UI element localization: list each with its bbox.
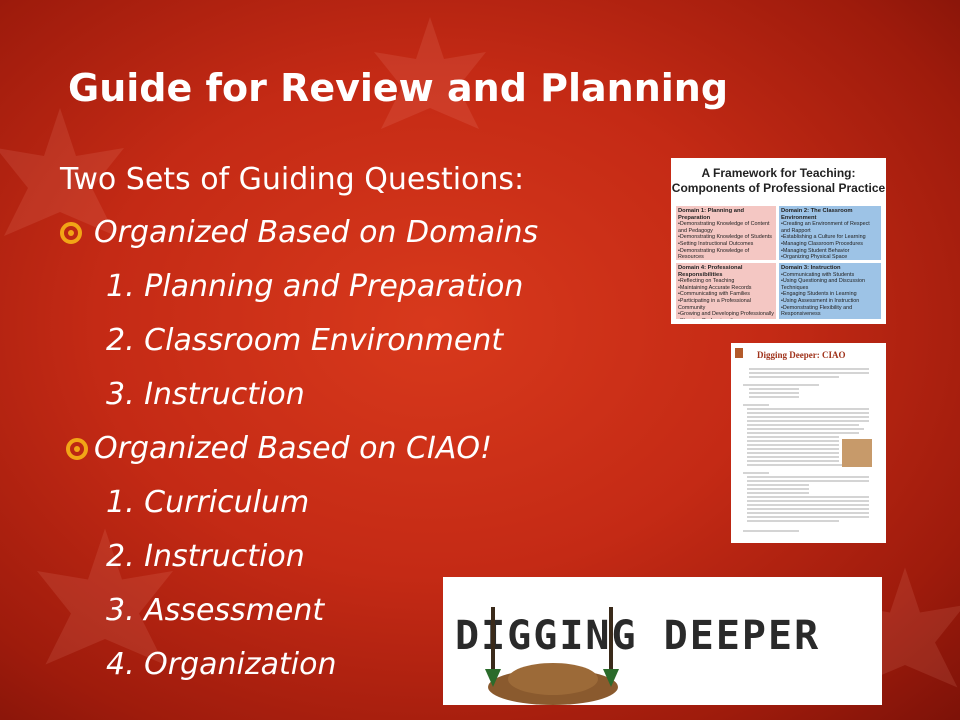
ciao-document-image (731, 343, 886, 543)
framework-image (671, 158, 886, 324)
group-heading-domains: Organized Based on Domains (94, 215, 539, 250)
list-item: 1. Planning and Preparation (106, 269, 524, 304)
slide-title: Guide for Review and Planning (68, 66, 729, 110)
list-item: 2. Instruction (106, 539, 305, 574)
domain-box: Domain 4: Professional Responsibilities •Reflecting on Teaching •Maintaining Accurate Records •Communicating with Families •Participating in a Professional Community •Growing and Developing Professionally (676, 263, 776, 319)
bullet-icon (60, 222, 82, 244)
list-item: 2. Classroom Environment (106, 323, 504, 358)
domain-box: Domain 1: Planning and Preparation •Demonstrating Knowledge of Content and Pedagogy •Demonstrating Knowledge of Students •Setting Instructional Outcomes •Demonstrating Knowledge of Resources (676, 206, 776, 260)
shovel-dirt-illustration (443, 577, 882, 705)
digging-deeper-logo-image (443, 577, 882, 705)
framework-title-line2: Components of Professional Practice (671, 181, 886, 195)
intro-text: Two Sets of Guiding Questions: (60, 162, 525, 197)
domain-box: Domain 3: Instruction •Communicating with Students •Using Questioning and Discussion Techniques •Engaging Students in Learning •Using Assessment in Instruction •Demonstrating Flexibility and Responsiveness (779, 263, 881, 319)
list-item: 1. Curriculum (106, 485, 310, 520)
group-heading-ciao: Organized Based on CIAO! (94, 431, 492, 466)
domain-box: Domain 2: The Classroom Environment •Creating an Environment of Respect and Rapport •Establishing a Culture for Learning •Managing Classroom Procedures •Managing Student Behavior •Organizing Physical Space (779, 206, 881, 260)
list-item: 3. Assessment (106, 593, 325, 628)
framework-title-line1: A Framework for Teaching: (701, 166, 856, 180)
logo-text: DIGGING DEEPER (455, 613, 821, 659)
list-item: 3. Instruction (106, 377, 305, 412)
list-item: 4. Organization (106, 647, 337, 682)
document-title: Digging Deeper: CIAO (757, 350, 846, 360)
bullet-icon (66, 438, 88, 460)
document-text-lines (739, 367, 879, 537)
